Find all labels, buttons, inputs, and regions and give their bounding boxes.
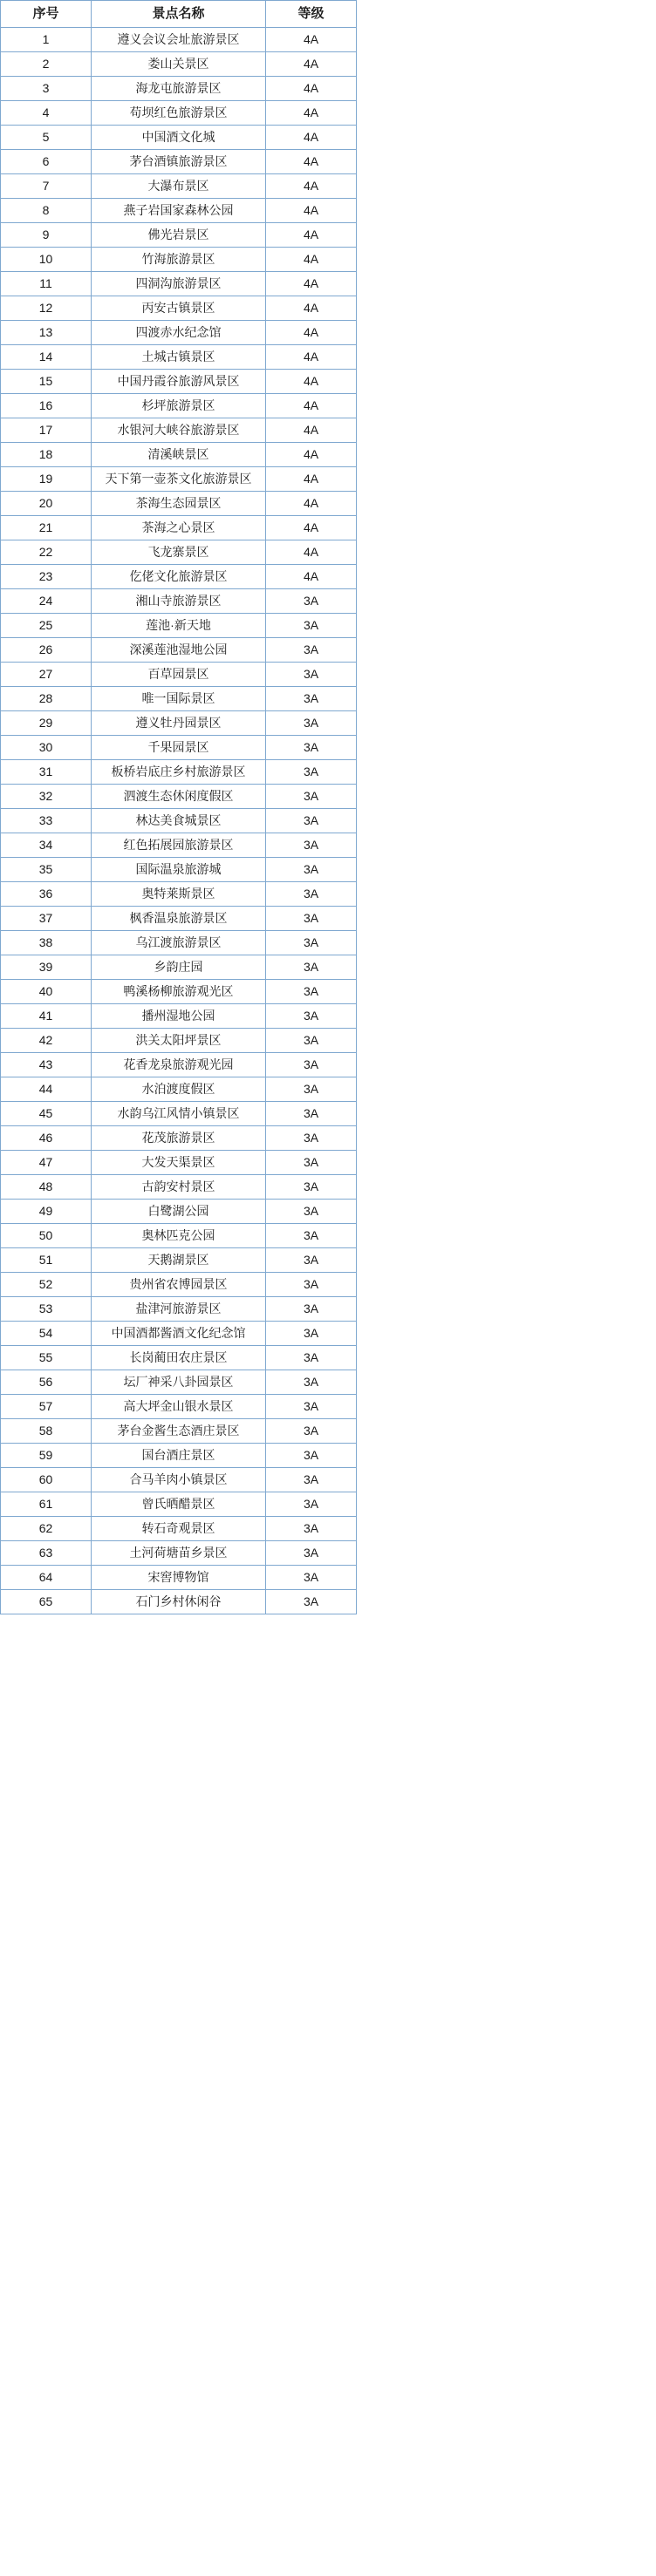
cell-index: 21: [1, 516, 92, 540]
cell-scenic-name: 林达美食城景区: [92, 809, 266, 833]
cell-scenic-name: 合马羊肉小镇景区: [92, 1468, 266, 1492]
cell-level: 4A: [266, 418, 357, 443]
cell-index: 31: [1, 760, 92, 785]
column-header-level: 等级: [266, 1, 357, 28]
cell-index: 50: [1, 1224, 92, 1248]
cell-level: 3A: [266, 980, 357, 1004]
cell-level: 4A: [266, 492, 357, 516]
table-row: [1, 1224, 357, 1248]
cell-scenic-name: 曾氏晒醋景区: [92, 1492, 266, 1517]
cell-scenic-name: 土城古镇景区: [92, 345, 266, 370]
cell-level: 3A: [266, 638, 357, 663]
table-row: [1, 858, 357, 882]
cell-index: 20: [1, 492, 92, 516]
cell-scenic-name: 国际温泉旅游城: [92, 858, 266, 882]
cell-index: 22: [1, 540, 92, 565]
cell-scenic-name: 贵州省农博园景区: [92, 1273, 266, 1297]
cell-level: 4A: [266, 150, 357, 174]
cell-level: 3A: [266, 1566, 357, 1590]
cell-scenic-name: 花香龙泉旅游观光园: [92, 1053, 266, 1077]
table-row: [1, 370, 357, 394]
cell-scenic-name: 佛光岩景区: [92, 223, 266, 248]
table-row: [1, 321, 357, 345]
cell-scenic-name: 莲池·新天地: [92, 614, 266, 638]
cell-index: 42: [1, 1029, 92, 1053]
table-row: [1, 1517, 357, 1541]
cell-level: 3A: [266, 1517, 357, 1541]
cell-scenic-name: 大发天渠景区: [92, 1151, 266, 1175]
table-row: [1, 1492, 357, 1517]
cell-level: 3A: [266, 809, 357, 833]
table-row: [1, 1004, 357, 1029]
table-row: [1, 394, 357, 418]
cell-index: 38: [1, 931, 92, 955]
cell-index: 45: [1, 1102, 92, 1126]
cell-scenic-name: 杉坪旅游景区: [92, 394, 266, 418]
cell-level: 4A: [266, 272, 357, 296]
table-row: [1, 907, 357, 931]
cell-index: 18: [1, 443, 92, 467]
cell-level: 3A: [266, 1322, 357, 1346]
table-row: [1, 223, 357, 248]
table-row: [1, 809, 357, 833]
cell-scenic-name: 竹海旅游景区: [92, 248, 266, 272]
cell-scenic-name: 水泊渡度假区: [92, 1077, 266, 1102]
column-header-index: 序号: [1, 1, 92, 28]
cell-level: 3A: [266, 785, 357, 809]
cell-index: 35: [1, 858, 92, 882]
table-row: [1, 736, 357, 760]
table-row: [1, 833, 357, 858]
cell-index: 51: [1, 1248, 92, 1273]
cell-level: 4A: [266, 394, 357, 418]
cell-level: 4A: [266, 223, 357, 248]
cell-scenic-name: 清溪峡景区: [92, 443, 266, 467]
table-row: [1, 1468, 357, 1492]
cell-index: 56: [1, 1370, 92, 1395]
cell-scenic-name: 板桥岩底庄乡村旅游景区: [92, 760, 266, 785]
cell-scenic-name: 盐津河旅游景区: [92, 1297, 266, 1322]
cell-index: 55: [1, 1346, 92, 1370]
cell-index: 11: [1, 272, 92, 296]
cell-level: 3A: [266, 663, 357, 687]
table-row: [1, 1444, 357, 1468]
table-row: [1, 77, 357, 101]
table-row: [1, 540, 357, 565]
table-row: [1, 760, 357, 785]
table-row: [1, 52, 357, 77]
table-row: [1, 199, 357, 223]
cell-scenic-name: 奥林匹克公园: [92, 1224, 266, 1248]
table-row: [1, 1273, 357, 1297]
cell-index: 26: [1, 638, 92, 663]
cell-level: 4A: [266, 321, 357, 345]
cell-index: 58: [1, 1419, 92, 1444]
cell-level: 3A: [266, 1175, 357, 1200]
cell-scenic-name: 鸭溪杨柳旅游观光区: [92, 980, 266, 1004]
cell-level: 3A: [266, 1224, 357, 1248]
cell-index: 29: [1, 711, 92, 736]
cell-index: 36: [1, 882, 92, 907]
cell-level: 3A: [266, 931, 357, 955]
cell-index: 25: [1, 614, 92, 638]
cell-scenic-name: 高大坪金山银水景区: [92, 1395, 266, 1419]
cell-index: 24: [1, 589, 92, 614]
cell-scenic-name: 洪关太阳坪景区: [92, 1029, 266, 1053]
cell-scenic-name: 茅台酒镇旅游景区: [92, 150, 266, 174]
table-row: [1, 589, 357, 614]
table-row: [1, 1370, 357, 1395]
cell-level: 3A: [266, 1492, 357, 1517]
cell-level: 3A: [266, 1346, 357, 1370]
table-row: [1, 126, 357, 150]
cell-scenic-name: 枫香温泉旅游景区: [92, 907, 266, 931]
table-row: [1, 492, 357, 516]
scenic-spots-sheet: [0, 0, 356, 1614]
cell-scenic-name: 四洞沟旅游景区: [92, 272, 266, 296]
cell-index: 3: [1, 77, 92, 101]
table-row: [1, 1126, 357, 1151]
table-row: [1, 955, 357, 980]
cell-index: 41: [1, 1004, 92, 1029]
cell-index: 44: [1, 1077, 92, 1102]
table-row: [1, 467, 357, 492]
cell-scenic-name: 湘山寺旅游景区: [92, 589, 266, 614]
table-row: [1, 418, 357, 443]
table-row: [1, 1419, 357, 1444]
cell-index: 2: [1, 52, 92, 77]
table-row: [1, 614, 357, 638]
cell-level: 3A: [266, 589, 357, 614]
cell-scenic-name: 娄山关景区: [92, 52, 266, 77]
cell-index: 39: [1, 955, 92, 980]
table-row: [1, 1566, 357, 1590]
cell-index: 15: [1, 370, 92, 394]
cell-scenic-name: 深溪莲池湿地公园: [92, 638, 266, 663]
cell-scenic-name: 水银河大峡谷旅游景区: [92, 418, 266, 443]
cell-scenic-name: 茅台金酱生态酒庄景区: [92, 1419, 266, 1444]
cell-level: 3A: [266, 1297, 357, 1322]
cell-index: 47: [1, 1151, 92, 1175]
cell-scenic-name: 播州湿地公园: [92, 1004, 266, 1029]
cell-level: 3A: [266, 1200, 357, 1224]
cell-index: 4: [1, 101, 92, 126]
cell-scenic-name: 飞龙寨景区: [92, 540, 266, 565]
cell-level: 3A: [266, 1029, 357, 1053]
cell-scenic-name: 宋窖博物馆: [92, 1566, 266, 1590]
cell-index: 16: [1, 394, 92, 418]
table-header-row: [1, 1, 357, 28]
cell-index: 1: [1, 28, 92, 52]
cell-scenic-name: 茶海之心景区: [92, 516, 266, 540]
table-row: [1, 1200, 357, 1224]
table-row: [1, 1395, 357, 1419]
cell-level: 4A: [266, 28, 357, 52]
cell-level: 4A: [266, 540, 357, 565]
cell-level: 3A: [266, 614, 357, 638]
table-row: [1, 296, 357, 321]
cell-index: 28: [1, 687, 92, 711]
table-row: [1, 516, 357, 540]
cell-level: 3A: [266, 1248, 357, 1273]
cell-scenic-name: 中国酒都酱酒文化纪念馆: [92, 1322, 266, 1346]
cell-level: 3A: [266, 687, 357, 711]
table-row: [1, 931, 357, 955]
table-row: [1, 101, 357, 126]
cell-level: 3A: [266, 736, 357, 760]
cell-index: 54: [1, 1322, 92, 1346]
cell-index: 27: [1, 663, 92, 687]
cell-level: 3A: [266, 1077, 357, 1102]
cell-index: 52: [1, 1273, 92, 1297]
cell-index: 62: [1, 1517, 92, 1541]
cell-level: 4A: [266, 77, 357, 101]
cell-level: 4A: [266, 174, 357, 199]
cell-scenic-name: 长岗蔺田农庄景区: [92, 1346, 266, 1370]
cell-level: 3A: [266, 882, 357, 907]
cell-level: 3A: [266, 1468, 357, 1492]
cell-index: 10: [1, 248, 92, 272]
cell-scenic-name: 花茂旅游景区: [92, 1126, 266, 1151]
cell-level: 3A: [266, 1004, 357, 1029]
cell-level: 3A: [266, 1370, 357, 1395]
cell-scenic-name: 坛厂神采八卦园景区: [92, 1370, 266, 1395]
table-header: [1, 1, 357, 28]
cell-scenic-name: 红色拓展园旅游景区: [92, 833, 266, 858]
cell-index: 59: [1, 1444, 92, 1468]
cell-scenic-name: 遵义会议会址旅游景区: [92, 28, 266, 52]
cell-index: 7: [1, 174, 92, 199]
cell-level: 4A: [266, 199, 357, 223]
table-row: [1, 443, 357, 467]
cell-index: 23: [1, 565, 92, 589]
cell-scenic-name: 泗渡生态休闲度假区: [92, 785, 266, 809]
cell-index: 33: [1, 809, 92, 833]
cell-index: 57: [1, 1395, 92, 1419]
cell-level: 4A: [266, 467, 357, 492]
cell-scenic-name: 古韵安村景区: [92, 1175, 266, 1200]
cell-scenic-name: 丙安古镇景区: [92, 296, 266, 321]
cell-level: 4A: [266, 126, 357, 150]
table-row: [1, 1541, 357, 1566]
cell-index: 40: [1, 980, 92, 1004]
cell-index: 30: [1, 736, 92, 760]
cell-scenic-name: 转石奇观景区: [92, 1517, 266, 1541]
cell-index: 8: [1, 199, 92, 223]
table-row: [1, 980, 357, 1004]
cell-index: 9: [1, 223, 92, 248]
cell-level: 3A: [266, 1151, 357, 1175]
table-row: [1, 28, 357, 52]
cell-index: 19: [1, 467, 92, 492]
cell-level: 3A: [266, 1126, 357, 1151]
cell-level: 4A: [266, 101, 357, 126]
table-row: [1, 1077, 357, 1102]
cell-level: 3A: [266, 760, 357, 785]
table-row: [1, 1590, 357, 1614]
column-header-name: 景点名称: [92, 1, 266, 28]
cell-index: 12: [1, 296, 92, 321]
cell-index: 64: [1, 1566, 92, 1590]
cell-index: 48: [1, 1175, 92, 1200]
cell-index: 13: [1, 321, 92, 345]
cell-scenic-name: 天下第一壶茶文化旅游景区: [92, 467, 266, 492]
cell-level: 3A: [266, 1102, 357, 1126]
cell-index: 63: [1, 1541, 92, 1566]
cell-scenic-name: 水韵乌江风情小镇景区: [92, 1102, 266, 1126]
cell-level: 3A: [266, 1590, 357, 1614]
cell-scenic-name: 乡韵庄园: [92, 955, 266, 980]
cell-level: 4A: [266, 248, 357, 272]
table-row: [1, 272, 357, 296]
cell-level: 4A: [266, 52, 357, 77]
cell-scenic-name: 遵义牡丹园景区: [92, 711, 266, 736]
cell-index: 14: [1, 345, 92, 370]
cell-level: 3A: [266, 955, 357, 980]
table-row: [1, 1346, 357, 1370]
cell-scenic-name: 土河荷塘苗乡景区: [92, 1541, 266, 1566]
cell-scenic-name: 仡佬文化旅游景区: [92, 565, 266, 589]
cell-index: 49: [1, 1200, 92, 1224]
cell-level: 4A: [266, 565, 357, 589]
cell-scenic-name: 国台酒庄景区: [92, 1444, 266, 1468]
cell-level: 4A: [266, 345, 357, 370]
cell-scenic-name: 大瀑布景区: [92, 174, 266, 199]
cell-index: 17: [1, 418, 92, 443]
cell-scenic-name: 唯一国际景区: [92, 687, 266, 711]
cell-level: 3A: [266, 1444, 357, 1468]
cell-level: 4A: [266, 370, 357, 394]
table-row: [1, 1053, 357, 1077]
cell-scenic-name: 中国酒文化城: [92, 126, 266, 150]
cell-scenic-name: 石门乡村休闲谷: [92, 1590, 266, 1614]
cell-index: 34: [1, 833, 92, 858]
table-row: [1, 150, 357, 174]
cell-level: 3A: [266, 1273, 357, 1297]
table-row: [1, 1175, 357, 1200]
table-row: [1, 248, 357, 272]
cell-level: 3A: [266, 907, 357, 931]
cell-scenic-name: 茶海生态园景区: [92, 492, 266, 516]
cell-index: 32: [1, 785, 92, 809]
table-row: [1, 1297, 357, 1322]
cell-scenic-name: 中国丹霞谷旅游风景区: [92, 370, 266, 394]
cell-level: 3A: [266, 1395, 357, 1419]
cell-index: 5: [1, 126, 92, 150]
cell-scenic-name: 奥特莱斯景区: [92, 882, 266, 907]
table-row: [1, 565, 357, 589]
table-body: [1, 28, 357, 1614]
scenic-spots-table: [0, 0, 357, 1614]
table-row: [1, 785, 357, 809]
cell-index: 53: [1, 1297, 92, 1322]
table-row: [1, 1322, 357, 1346]
table-row: [1, 638, 357, 663]
cell-level: 3A: [266, 1053, 357, 1077]
table-row: [1, 882, 357, 907]
cell-level: 3A: [266, 833, 357, 858]
cell-level: 4A: [266, 516, 357, 540]
cell-index: 65: [1, 1590, 92, 1614]
cell-scenic-name: 乌江渡旅游景区: [92, 931, 266, 955]
cell-level: 3A: [266, 858, 357, 882]
cell-scenic-name: 千果园景区: [92, 736, 266, 760]
cell-level: 3A: [266, 1419, 357, 1444]
table-row: [1, 663, 357, 687]
cell-index: 37: [1, 907, 92, 931]
cell-index: 46: [1, 1126, 92, 1151]
table-row: [1, 687, 357, 711]
table-row: [1, 711, 357, 736]
cell-level: 3A: [266, 711, 357, 736]
cell-scenic-name: 苟坝红色旅游景区: [92, 101, 266, 126]
cell-scenic-name: 百草园景区: [92, 663, 266, 687]
cell-scenic-name: 海龙屯旅游景区: [92, 77, 266, 101]
cell-level: 4A: [266, 443, 357, 467]
cell-scenic-name: 天鹅湖景区: [92, 1248, 266, 1273]
cell-level: 3A: [266, 1541, 357, 1566]
table-row: [1, 174, 357, 199]
table-row: [1, 1248, 357, 1273]
cell-scenic-name: 四渡赤水纪念馆: [92, 321, 266, 345]
cell-scenic-name: 白鹭湖公园: [92, 1200, 266, 1224]
cell-index: 6: [1, 150, 92, 174]
table-row: [1, 1151, 357, 1175]
cell-scenic-name: 燕子岩国家森林公园: [92, 199, 266, 223]
table-row: [1, 345, 357, 370]
cell-level: 4A: [266, 296, 357, 321]
cell-index: 60: [1, 1468, 92, 1492]
cell-index: 61: [1, 1492, 92, 1517]
cell-index: 43: [1, 1053, 92, 1077]
table-row: [1, 1102, 357, 1126]
table-row: [1, 1029, 357, 1053]
